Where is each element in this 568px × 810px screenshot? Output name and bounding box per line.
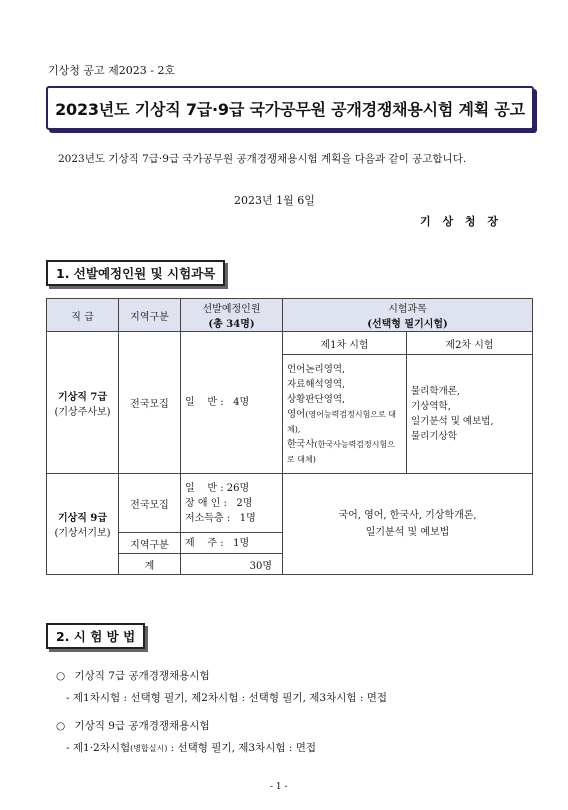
table-header-row — [47, 299, 533, 332]
grade7-label: 기상직 7급 — [57, 391, 108, 403]
grade9-region-national: 전국모집 — [119, 474, 181, 533]
method-item-grade7 — [56, 668, 210, 683]
header-subjects — [283, 299, 533, 332]
grade9-sub: (기상서기보) — [54, 528, 111, 539]
grade9-quota-national — [181, 474, 283, 533]
intro-paragraph: 2023년도 기상직 7급·9급 국가공무원 공개경쟁채용시험 계획을 다음과 같이 공고합니다. — [58, 153, 467, 165]
grade7-exam1-subjects — [283, 355, 407, 474]
quota-disabled: 장 애 인 : 2명 — [185, 497, 253, 509]
exam1-line: 언어논리영역, — [287, 363, 346, 375]
section-heading-text: 1. 선발예정인원 및 시험과목 — [56, 266, 216, 281]
section-heading-text: 2. 시 험 방 법 — [56, 629, 136, 644]
method-item-grade9 — [56, 718, 210, 733]
header-exam1: 제1차 시험 — [283, 332, 407, 355]
grade9-cell — [47, 474, 119, 575]
exam2-line: 물리기상학 — [411, 431, 457, 442]
exam1-english: 영어 — [287, 408, 306, 420]
method-detail-pre: - 제1·2차시험 — [66, 742, 131, 754]
grade9-region-local: 지역구분 — [119, 533, 181, 554]
grade9-subjects-line: 일기분석 및 예보법 — [365, 527, 450, 538]
exam1-english-note: (영어능력검정시험으로 대체), — [287, 409, 397, 434]
exam1-history: 한국사 — [287, 438, 315, 450]
selection-table — [46, 298, 533, 575]
grade7-quota: 일 반 : 4명 — [181, 332, 283, 474]
exam2-line: 일기분석 및 예보법, — [411, 416, 494, 427]
signer: 기 상 청 장 — [420, 215, 502, 228]
exam2-line: 물리학개론, — [411, 386, 460, 397]
announcement-date: 2023년 1월 6일 — [234, 194, 315, 207]
bullet-circle: ○ — [56, 720, 66, 732]
header-quota-title: 선발예정인원 — [202, 304, 261, 315]
table-row — [47, 474, 533, 533]
grade7-sub: (기상주사보) — [54, 406, 111, 418]
method-title: 기상직 9급 공개경쟁채용시험 — [74, 720, 210, 732]
header-quota-total: (총 34명) — [208, 319, 255, 330]
header-grade: 직 급 — [47, 299, 119, 332]
header-region: 지역구분 — [119, 299, 181, 332]
method-detail — [66, 740, 316, 755]
header-quota — [181, 299, 283, 332]
header-exam2: 제2차 시험 — [407, 332, 533, 355]
bullet-circle: ○ — [56, 670, 66, 682]
exam2-line: 기상역학, — [411, 401, 451, 412]
header-subjects-sub: (선택형 필기시험) — [367, 319, 448, 330]
section-heading-method — [46, 623, 145, 649]
exam1-history-note: (한국사능력검정시험으로 대체) — [287, 439, 395, 464]
grade9-total-value: 30명 — [181, 554, 283, 575]
grade9-total-label: 계 — [119, 554, 181, 575]
exam1-line: 자료해석영역, — [287, 378, 346, 390]
method-detail-note: (병합실시) — [130, 744, 168, 753]
quota-general: 일 반 : 26명 — [185, 482, 250, 494]
grade7-cell — [47, 332, 119, 474]
grade9-quota-jeju: 제 주 : 1명 — [181, 533, 283, 554]
page-number: - 1 - — [270, 782, 288, 792]
grade7-region: 전국모집 — [119, 332, 181, 474]
page-title: 2023년도 기상직 7급·9급 국가공무원 공개경쟁채용시험 계획 공고 — [55, 99, 525, 119]
grade9-label: 기상직 9급 — [57, 513, 108, 524]
section-heading-selection — [46, 260, 225, 286]
grade7-exam2-subjects — [407, 355, 533, 474]
quota-lowincome: 저소득층 : 1명 — [185, 512, 256, 524]
document-number: 기상청 공고 제2023 - 2호 — [48, 64, 176, 77]
header-subjects-title: 시험과목 — [388, 304, 427, 315]
exam1-line: 상황판단영역, — [287, 393, 346, 405]
grade9-subjects — [283, 474, 533, 575]
table-row — [47, 332, 533, 355]
title-box — [46, 86, 534, 130]
grade9-subjects-line: 국어, 영어, 한국사, 기상학개론, — [338, 510, 477, 521]
method-title: 기상직 7급 공개경쟁채용시험 — [74, 670, 210, 682]
method-detail: - 제1차시험 : 선택형 필기, 제2차시험 : 선택형 필기, 제3차시험 : 면접 — [66, 692, 388, 704]
method-detail-post: : 선택형 필기, 제3차시험 : 면접 — [167, 742, 317, 754]
